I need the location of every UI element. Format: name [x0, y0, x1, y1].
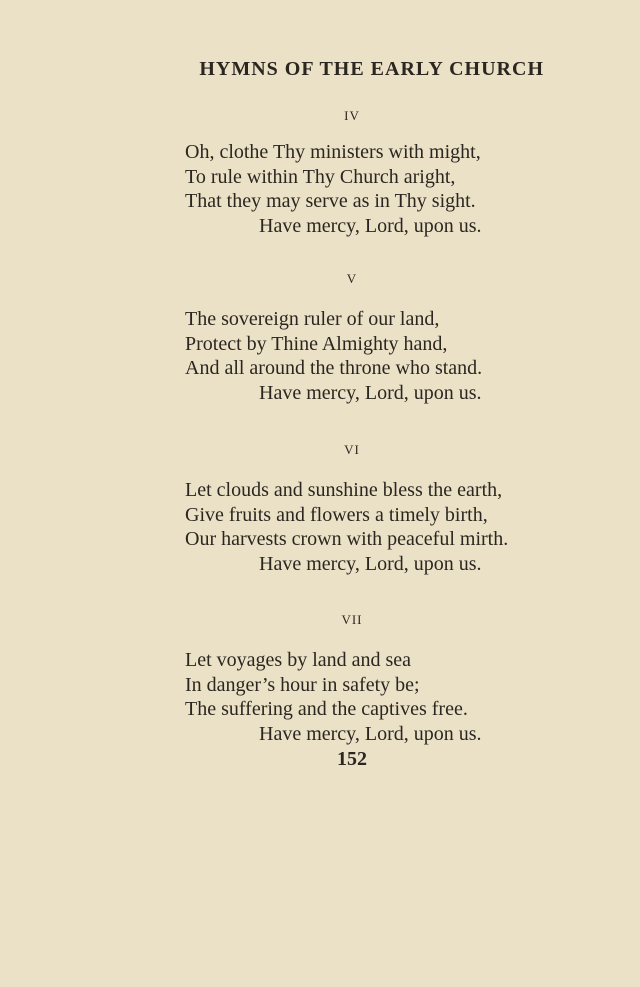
verse-line: Let voyages by land and sea [185, 649, 412, 671]
page-number: 152 [337, 748, 367, 770]
refrain-line: Have mercy, Lord, upon us. [259, 381, 482, 404]
verse-line: Our harvests crown with peaceful mirth. [185, 528, 509, 550]
verse-line: Let clouds and sunshine bless the earth, [185, 479, 503, 501]
stanza [185, 140, 482, 238]
stanza-numeral: V [346, 271, 358, 286]
verse-line: And all around the throne who stand. [185, 357, 483, 379]
verse-line: That they may serve as in Thy sight. [185, 190, 476, 212]
refrain-line: Have mercy, Lord, upon us. [259, 552, 482, 575]
stanza-numeral: IV [344, 108, 360, 123]
verse-line: Give fruits and flowers a timely birth, [185, 503, 488, 526]
refrain-line: Have mercy, Lord, upon us. [259, 722, 482, 745]
stanza [185, 307, 482, 405]
verse-line: The suffering and the captives free. [185, 698, 468, 720]
verse-line: The sovereign ruler of our land, [185, 308, 440, 330]
verse-line: Protect by Thine Almighty hand, [185, 332, 448, 355]
verse-line: Oh, clothe Thy ministers with might, [185, 141, 481, 163]
stanza [185, 648, 482, 746]
running-header: HYMNS OF THE EARLY CHURCH [199, 58, 544, 80]
stanza [185, 478, 508, 576]
verse-line: To rule within Thy Church aright, [185, 165, 456, 188]
refrain-line: Have mercy, Lord, upon us. [259, 214, 482, 237]
stanza-numeral: VI [344, 442, 360, 457]
verse-line: In danger’s hour in safety be; [185, 673, 420, 696]
stanza-numeral: VII [341, 612, 363, 627]
